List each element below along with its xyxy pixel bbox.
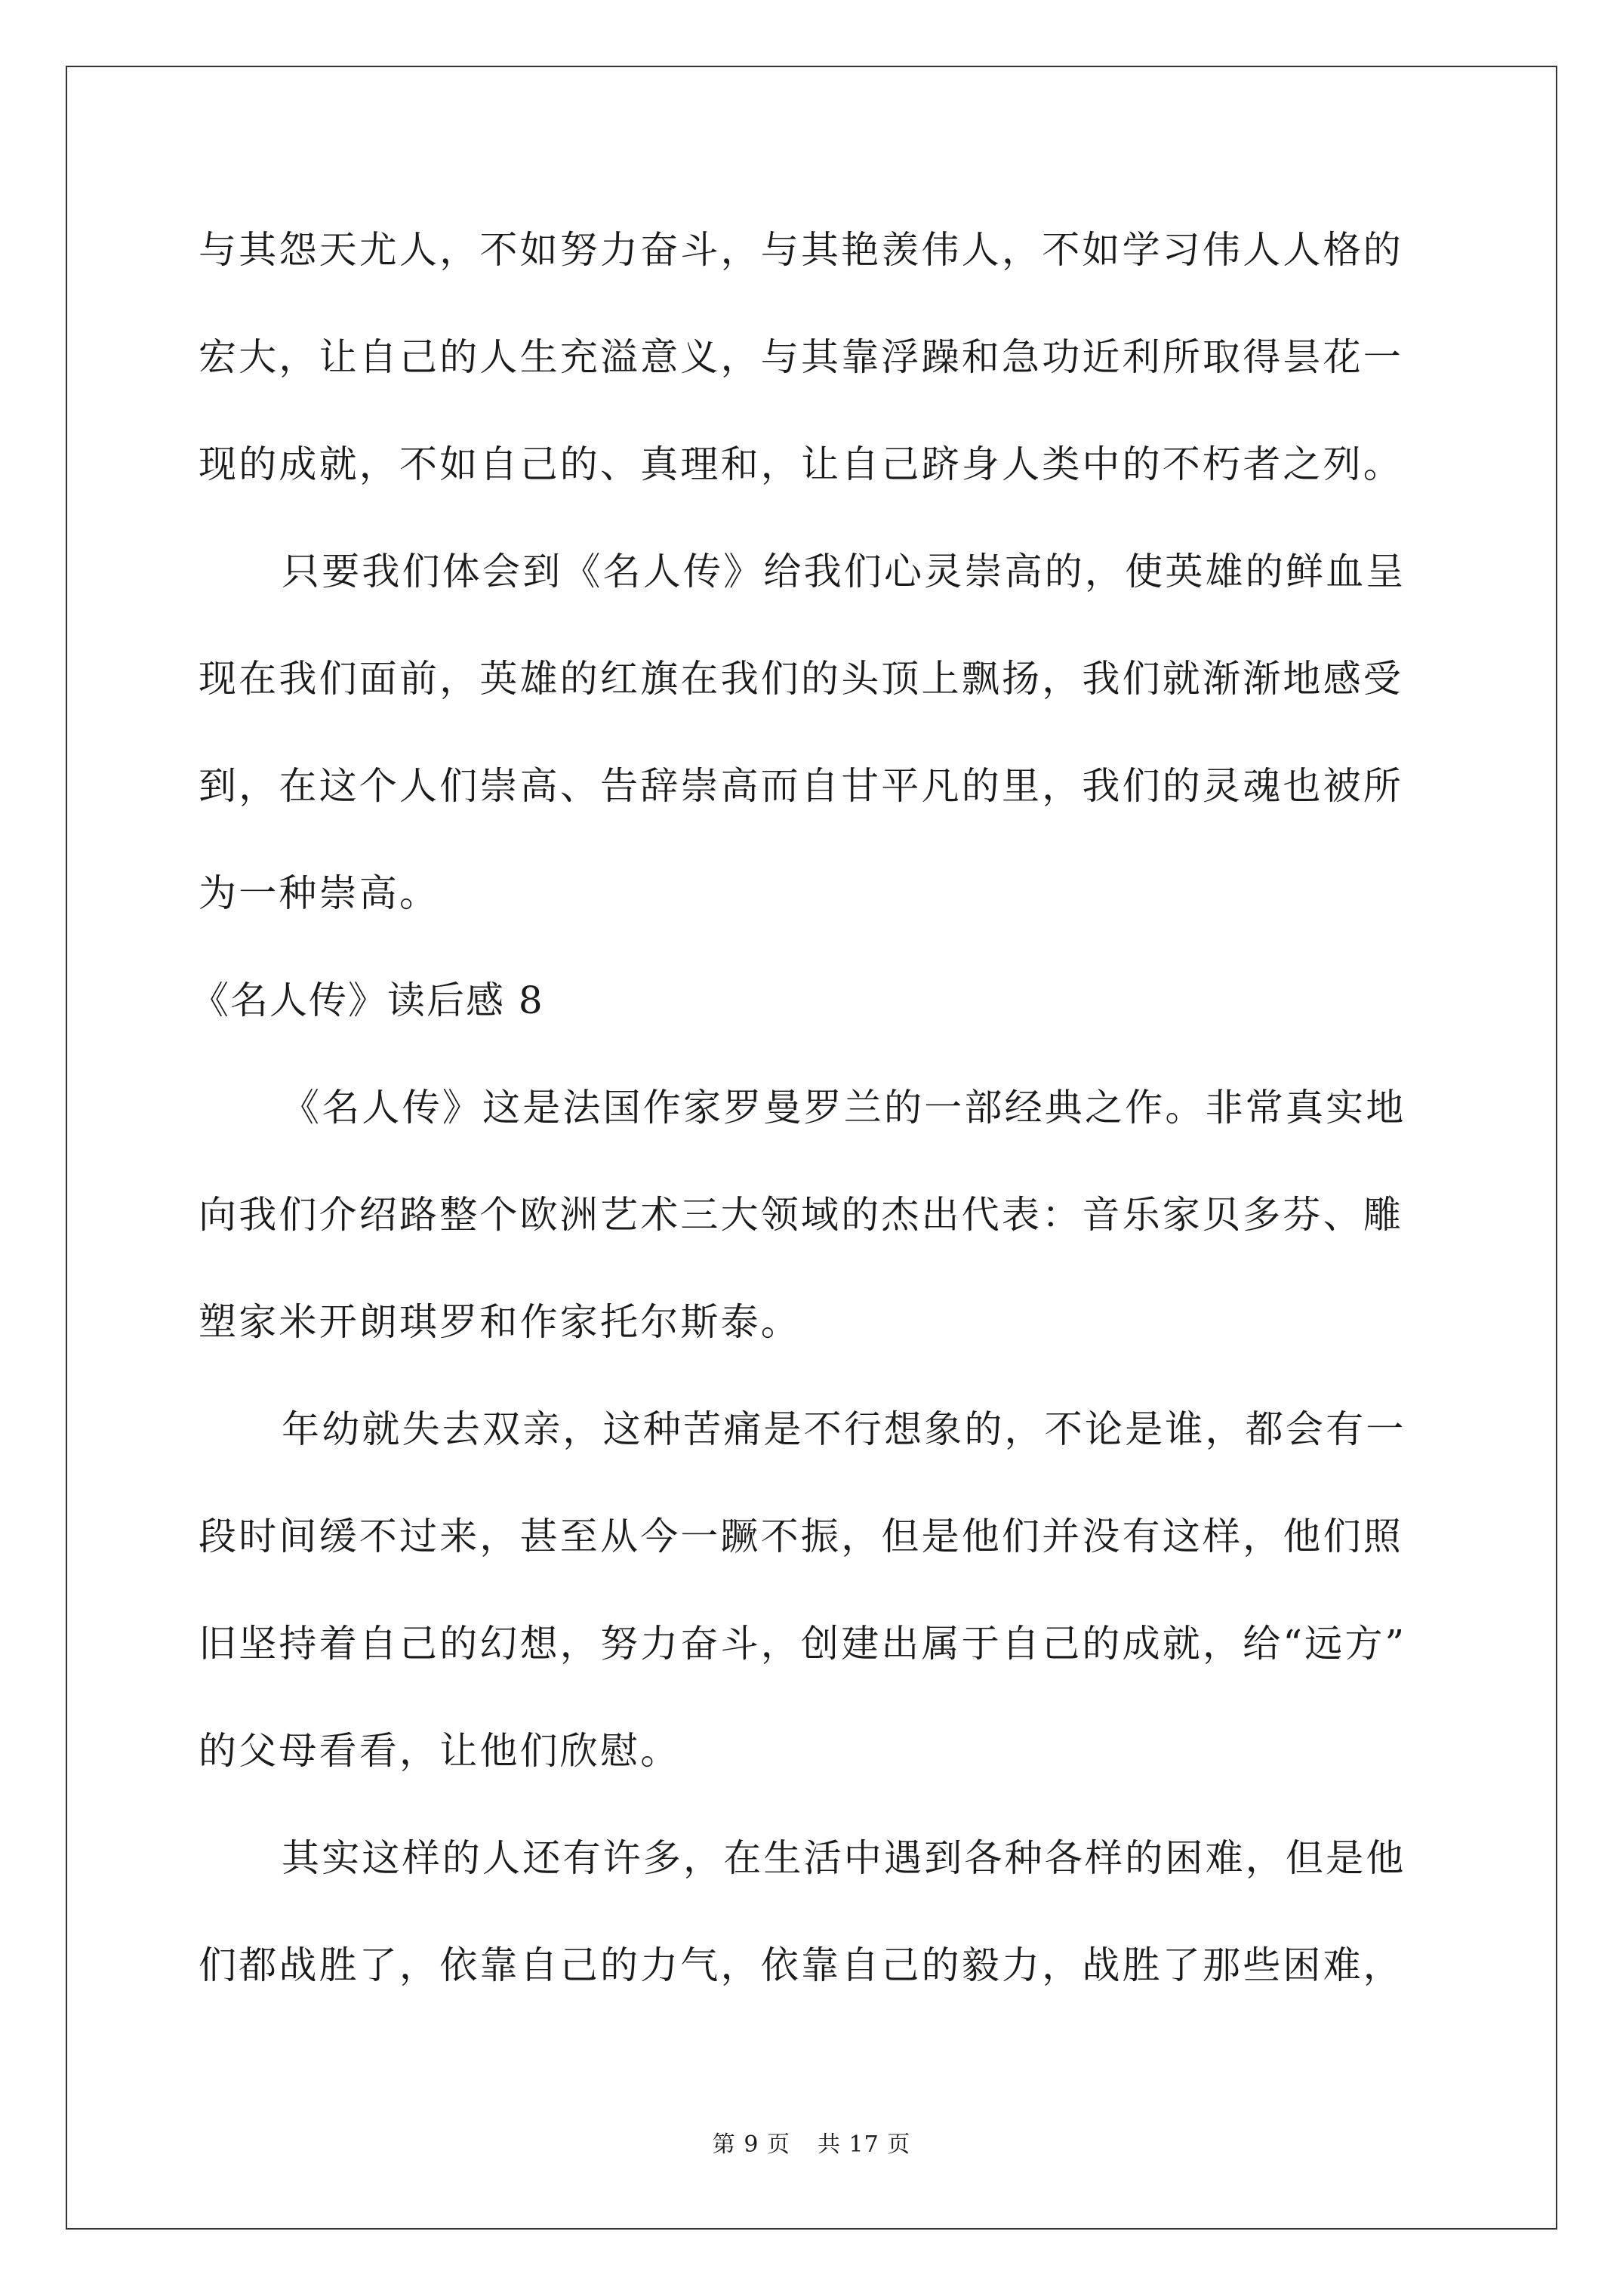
text-line: 现的成就，不如自己的、真理和，让自己跻身人类中的不朽者之列。	[199, 442, 1403, 486]
page-footer	[0, 2125, 1623, 2159]
text-line: 与其怨天尤人，不如努力奋斗，与其艳羡伟人，不如学习伟人人格的	[199, 228, 1403, 272]
text-line: 到，在这个人们崇高、告辞崇高而自甘平凡的里，我们的灵魂也被所	[199, 764, 1403, 808]
text-line: 旧坚持着自己的幻想，努力奋斗，创建出属于自己的成就，给“远方”	[199, 1622, 1407, 1666]
paragraph-start-line: 只要我们体会到《名人传》给我们心灵崇高的，使英雄的鲜血呈	[282, 550, 1406, 593]
document-body	[191, 196, 1437, 2019]
text-line: 向我们介绍路整个欧洲艺术三大领域的杰出代表：音乐家贝多芬、雕	[199, 1193, 1403, 1237]
text-line: 为一种崇高。	[199, 871, 440, 915]
paragraph-start-line: 年幼就失去双亲，这种苦痛是不行想象的，不论是谁，都会有一	[282, 1407, 1406, 1451]
text-line: 段时间缓不过来，甚至从今一蹶不振，但是他们并没有这样，他们照	[199, 1515, 1403, 1558]
text-line: 现在我们面前，英雄的红旗在我们的头顶上飘扬，我们就渐渐地感受	[199, 657, 1403, 701]
page-number: 第 9 页	[712, 2131, 790, 2158]
paragraph-start-line: 其实这样的人还有许多，在生活中遇到各种各样的困难，但是他	[282, 1836, 1406, 1880]
text-line: 宏大，让自己的人生充溢意义，与其靠浮躁和急功近利所取得昙花一	[199, 335, 1403, 379]
paragraph-start-line: 《名人传》这是法国作家罗曼罗兰的一部经典之作。非常真实地	[282, 1086, 1406, 1130]
section-heading: 《名人传》读后感 8	[191, 978, 544, 1022]
text-line: 们都战胜了，依靠自己的力气，依靠自己的毅力，战胜了那些困难，	[199, 1943, 1403, 1987]
text-line: 塑家米开朗琪罗和作家托尔斯泰。	[199, 1300, 801, 1344]
page-total: 共 17 页	[817, 2131, 911, 2158]
text-line: 的父母看看，让他们欣慰。	[199, 1729, 681, 1773]
